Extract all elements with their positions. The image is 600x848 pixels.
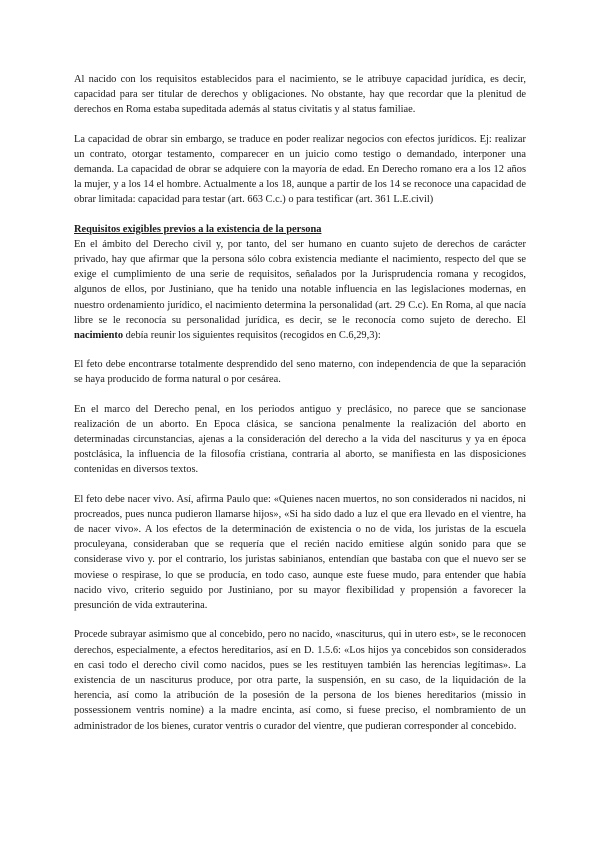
paragraph-nacimiento	[74, 237, 526, 343]
paragraph-derecho-penal: En el marco del Derecho penal, en los periodos antiguo y preclásico, no parece que se sancionase realización de un aborto. En Epoca clásica, se sanciona penalmente la realización del aborto en determinadas circunstancias, ajenas a la consideración del derecho a la vida del nasciturus y ya en época postclásica, la influencia de la filosofía cristiana, contraria al aborto, se manifiesta en las disposiciones contenidas en diversos textos.	[74, 403, 526, 476]
paragraph-nasciturus: Procede subrayar asimismo que al concebido, pero no nacido, «nasciturus, qui in utero est», se le reconocen derechos, especialmente, a efectos hereditarios, así en D. 1.5.6: «Los hijos ya concebidos son considerados en casi todo el derecho civil como nacidos, pues se les restituyen también las herencias legítimas». La existencia de un nasciturus produce, por otra parte, la suspensión, en su caso, de la liquidación de la herencia, así como la atribución de la posesión de la persona de los bienes hereditarios (missio in possessionem ventris nomine) a la madre encinta, así como, si fuese preciso, el nombramiento de un administrador de los bienes, curator ventris o curador del vientre, que pudieran corresponder al concebido.	[74, 629, 526, 732]
nacimiento-bold-term: nacimiento	[74, 330, 124, 342]
section-heading: Requisitos exigibles previos a la existencia de la persona	[74, 223, 322, 235]
paragraph-nacimiento-text-1: En el ámbito del Derecho civil y, por tanto, del ser humano en cuanto sujeto de derechos de carácter privado, hay que afirmar que la persona sólo cobra existencia mediante el nacimiento, respecto del que se exige el cumplimiento de una serie de requisitos, señalados por la Jurisprudencia romana y recogidos, algunos de ellos, por Justiniano, que ha tenido una notable influencia en las legislaciones modernas, en nuestro ordenamiento jurídico, el nacimiento determina la personalidad (art. 29 C.c). En Roma, al que nacía libre se le reconocía su personalidad jurídica, es decir, se le reconocía como sujeto de derecho. El	[74, 238, 526, 326]
paragraph-capacidad-de-obrar: La capacidad de obrar sin embargo, se traduce en poder realizar negocios con efectos jurídicos. Ej: realizar un contrato, otorgar testamento, comparecer en un juicio como testigo o demandado, interponer una demanda. La capacidad de obrar se adquiere con la mayoría de edad. En Derecho romano era a los 12 años la mujer, y a los 14 el hombre. Actualmente a los 18, aunque a partir de los 14 se reconoce una capacidad de obrar limitada: capacidad para testar (art. 663 C.c.) o para testificar (art. 361 L.E.civil)	[74, 133, 526, 206]
paragraph-nacimiento-text-2: debía reunir los siguientes requisitos (recogidos en C.6,29,3):	[123, 330, 381, 342]
paragraph-feto-desprendido: El feto debe encontrarse totalmente desprendido del seno materno, con independencia de que la separación se haya producido de forma natural o por cesárea.	[74, 359, 526, 386]
paragraph-capacidad-juridica: Al nacido con los requisitos establecidos para el nacimiento, se le atribuye capacidad jurídica, es decir, capacidad para ser titular de derechos y obligaciones. No obstante, hay que recordar que la plenitud de derechos en Roma estaba supeditada además al status civitatis y al status familiae.	[74, 74, 526, 116]
paragraph-nacer-vivo: El feto debe nacer vivo. Así, afirma Paulo que: «Quienes nacen muertos, no son considerados ni nacidos, ni procreados, pues nunca pudieron llamarse hijos», «Si ha sido dado a luz el que era llevado en el vientre, ha de nacer vivo». A los efectos de la determinación de existencia o no de vida, los juristas de la escuela proculeyana, consideraban que se requería que el recién nacido emitiese algún sonido para que se considerase vivo y. por el contrario, los juristas sabinianos, entendían que bastaba con que el nuevo ser se moviese o respirase, lo que se producía, en todo caso, aunque este fuese mudo, para entender que había nacido vivo, criterio seguido por Justiniano, por su mayor flexibilidad y propensión a favorecer la presunción de vida extrauterina.	[74, 493, 526, 612]
document-page	[74, 72, 526, 748]
